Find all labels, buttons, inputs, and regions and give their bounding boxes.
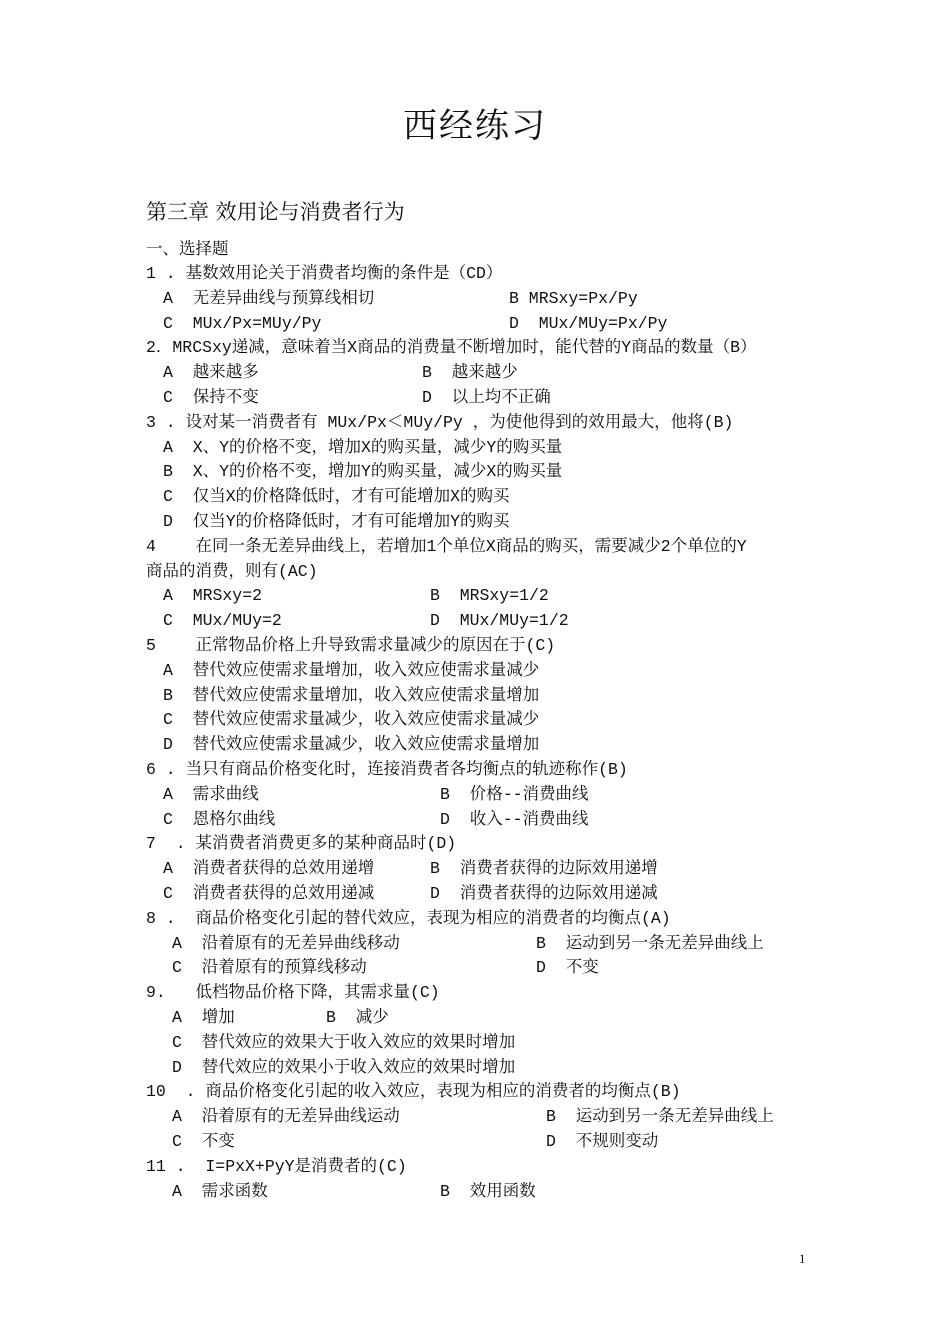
option-text: B 价格--消费曲线 <box>440 784 589 804</box>
option-text: B 越来越少 <box>422 363 518 383</box>
option-text: D 不规则变动 <box>546 1132 659 1151</box>
question-line: 1 . 基数效用论关于消费者均衡的条件是（CD） <box>146 264 503 283</box>
question-line: C 恩格尔曲线 <box>163 809 276 829</box>
question-line: A 越来越多 <box>163 363 259 383</box>
question-line: D 仅当Y的价格降低时，才有可能增加Y的购买 <box>163 512 510 531</box>
question-line: A 无差异曲线与预算线相切 <box>163 288 375 308</box>
question-line: C 仅当X的价格降低时，才有可能增加X的购买 <box>163 487 510 507</box>
question-line: 11 . I=PxX+PyY是消费者的(C) <box>146 1156 407 1176</box>
question-line: A 沿着原有的无差异曲线运动 <box>172 1107 400 1127</box>
option-text: B 减少 <box>326 1008 389 1027</box>
question-line: 7 . 某消费者消费更多的某种商品时(D) <box>146 834 457 854</box>
page-number: 1 <box>799 1251 806 1266</box>
question-line: 3 . 设对某一消费者有 MUx/Px＜MUy/Py ，为使他得到的效用最大，他将(B) <box>146 412 734 432</box>
question-line: 10 . 商品价格变化引起的收入效应，表现为相应的消费者的均衡点(B) <box>146 1082 681 1102</box>
question-line: 4 在同一条无差异曲线上，若增加1个单位X商品的购买，需要减少2个单位的Y <box>146 536 747 556</box>
question-line: C MUx/MUy=2 <box>163 611 282 631</box>
option-text: D 不变 <box>536 958 599 978</box>
option-text: B 运动到另一条无差异曲线上 <box>536 933 764 953</box>
question-line: D 替代效应的效果小于收入效应的效果时增加 <box>172 1057 516 1077</box>
question-line: 5 正常物品价格上升导致需求量减少的原因在于(C) <box>146 636 556 655</box>
question-line: C 替代效应使需求量减少，收入效应使需求量减少 <box>163 710 540 730</box>
question-line: A 需求函数 <box>172 1181 268 1201</box>
question-line: C 不变 <box>172 1132 235 1151</box>
option-text: D MUx/MUy=1/2 <box>430 611 569 631</box>
question-line: C 消费者获得的总效用递减 <box>163 884 375 903</box>
question-line: 9. 低档物品价格下降，其需求量(C) <box>146 983 440 1003</box>
question-line: A 消费者获得的总效用递增 <box>163 859 375 879</box>
question-line: 6 . 当只有商品价格变化时，连接消费者各均衡点的轨迹称作(B) <box>146 760 628 779</box>
question-line: 8 . 商品价格变化引起的替代效应，表现为相应的消费者的均衡点(A) <box>146 908 671 928</box>
question-line: A 替代效应使需求量增加，收入效应使需求量减少 <box>163 660 540 680</box>
question-line: A MRSxy=2 <box>163 586 263 606</box>
question-line: C 保持不变 <box>163 388 259 407</box>
question-line: B X、Y的价格不变，增加Y的购买量，减少X的购买量 <box>163 462 563 482</box>
option-text: B MRSxy=1/2 <box>430 586 549 606</box>
chapter-heading: 第三章 效用论与消费者行为 <box>146 200 405 224</box>
question-line: 商品的消费，则有(AC) <box>146 561 318 581</box>
question-line: A 沿着原有的无差异曲线移动 <box>172 933 400 953</box>
option-text: D 以上均不正确 <box>422 388 551 407</box>
question-line: C 替代效应的效果大于收入效应的效果时增加 <box>172 1032 516 1052</box>
option-text: B 消费者获得的边际效用递增 <box>430 859 658 879</box>
question-line: C 沿着原有的预算线移动 <box>172 958 367 978</box>
section-heading: 一、选择题 <box>146 240 229 259</box>
option-text: D MUx/MUy=Px/Py <box>509 313 668 333</box>
option-text: D 消费者获得的边际效用递减 <box>430 884 658 903</box>
option-text: B 运动到另一条无差异曲线上 <box>546 1107 774 1127</box>
question-line: A X、Y的价格不变，增加X的购买量，减少Y的购买量 <box>163 437 563 457</box>
question-line: D 替代效应使需求量减少，收入效应使需求量增加 <box>163 735 540 755</box>
option-text: D 收入--消费曲线 <box>440 809 589 829</box>
question-line: 2．MRCSxy递减，意味着当X商品的消费量不断增加时，能代替的Y商品的数量（B） <box>146 338 757 358</box>
option-text: B 效用函数 <box>440 1181 536 1201</box>
option-text: B MRSxy=Px/Py <box>509 288 638 308</box>
question-line: B 替代效应使需求量增加，收入效应使需求量增加 <box>163 685 540 705</box>
document-title: 西经练习 <box>403 106 547 146</box>
question-line: A 增加 <box>172 1008 235 1027</box>
question-line: C MUx/Px=MUy/Py <box>163 313 322 333</box>
question-line: A 需求曲线 <box>163 784 259 804</box>
